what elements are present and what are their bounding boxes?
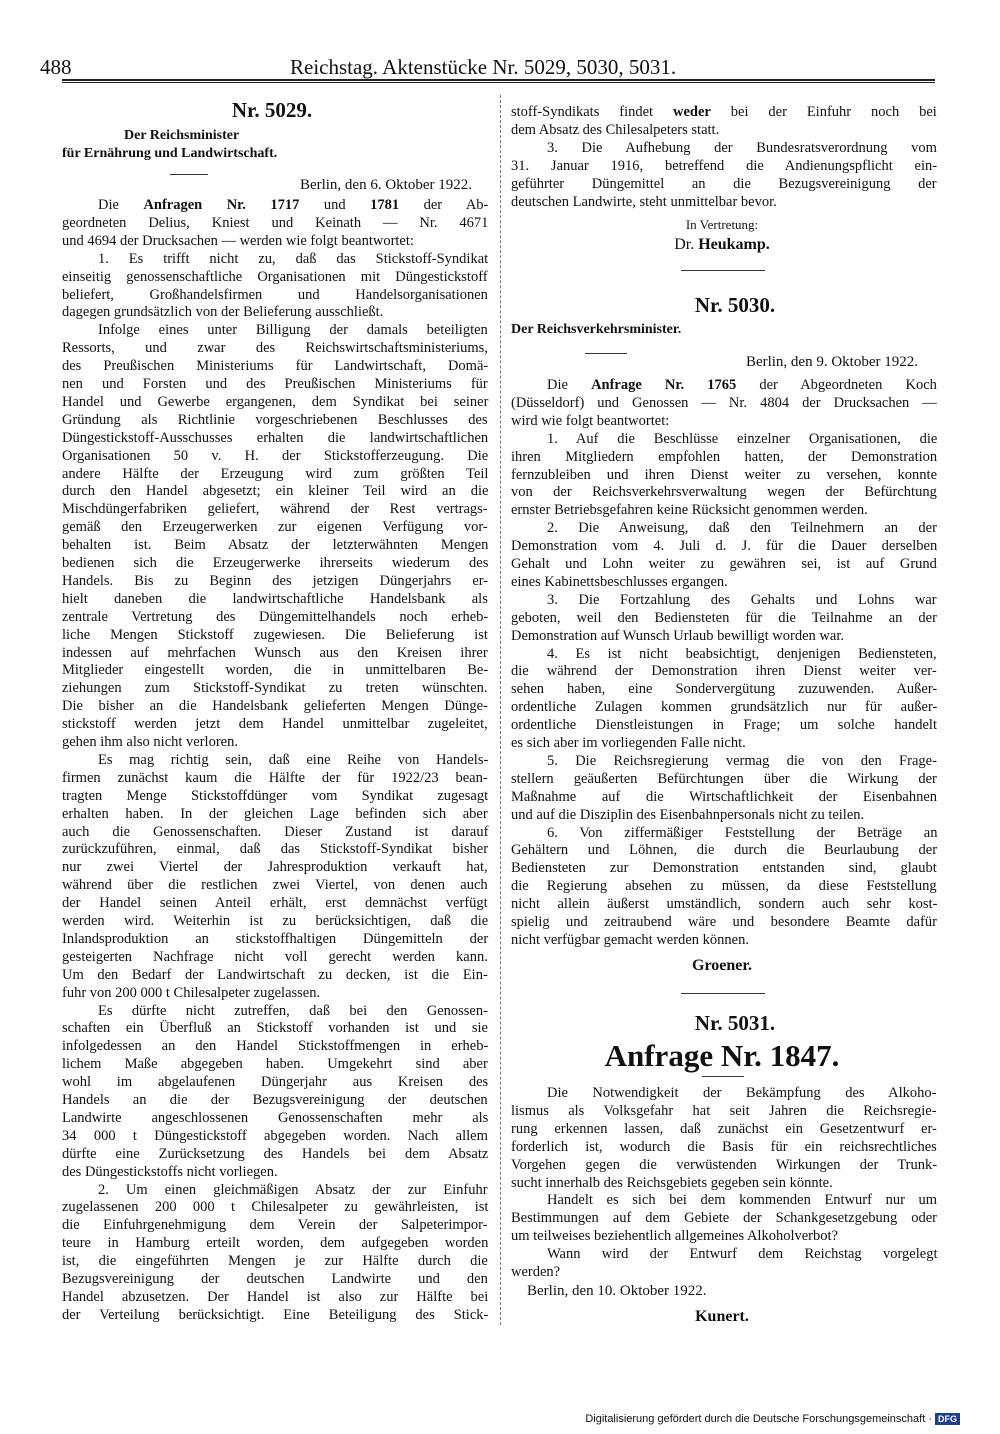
text-line: ordentliche Zulagen kommen grundsätzlich nur für außer-	[511, 699, 938, 716]
text-line: Handel abzusetzen. Der Handel ist also zur Hälfte bei	[62, 1288, 489, 1305]
text-line: Gehältern und Löhnen, die durch die Beurlaubung der	[511, 842, 938, 859]
text-line: deutschen Landwirte, steht unmittelbar bevor.	[511, 193, 777, 210]
text-line: Organisationen 50 v. H. der Stickstofferzeugung. Die	[62, 447, 489, 464]
emphasized-text: 1781	[370, 197, 400, 213]
text-line: beliefert, Großhandelsfirmen und Handelsorganisationen	[62, 286, 488, 303]
text-line: geführter Düngemittel an die Bezugsvereinigung der	[511, 175, 937, 192]
text-segment: bei der Einfuhr noch bei	[710, 104, 937, 120]
text-line: tragten Menge Stickstoffdünger vom Syndikat zugesagt	[62, 787, 489, 804]
text-line: behalten ist. Beim Absatz der letzterwähnten Mengen	[62, 537, 489, 554]
text-line: Landwirte angeschlossenen Genossenschaften mehr als	[62, 1109, 489, 1126]
text-line: wohl im abgelaufenen Düngerjahr aus Kreisen des	[62, 1074, 489, 1091]
text-line: Um den Bedarf der Landwirtschaft zu decken, ist die Ein-	[62, 966, 488, 983]
text-line: des Preußischen Ministeriums für Landwirtschaft, Domä-	[62, 358, 489, 375]
text-line: ist, die eingeführten Mengen je zur Hälfte durch die	[62, 1253, 488, 1270]
document-heading-5029: Nr. 5029.	[231, 98, 313, 122]
text-line: sucht innerhalb des Reichsgebiets gegeben sein könnte.	[511, 1174, 833, 1191]
running-title: Reichstag. Aktenstücke Nr. 5029, 5030, 5031.	[290, 55, 677, 79]
text-line: Handels. Bis zu Beginn des jetzigen Düngerjahrs er-	[62, 572, 489, 589]
text-line: Inlandsproduktion an stickstoffhaltigen Düngemitteln der	[62, 930, 489, 947]
text-line: ernster Betriebsgefahren keine Rücksicht genommen werden.	[511, 502, 868, 519]
date-line: Berlin, den 6. Oktober 1922.	[299, 177, 472, 193]
text-segment: und	[299, 197, 371, 213]
text-line: Maßnahme auf die Wirtschaftlichkeit der Eisenbahnen	[511, 788, 938, 805]
footer-text: Digitalisierung gefördert durch die Deutsche Forschungsgemeinschaft ·	[585, 1413, 932, 1425]
text-line: 2. Um einen gleichmäßigen Absatz der zur Einfuhr	[98, 1181, 488, 1198]
date-line: Berlin, den 10. Oktober 1922.	[527, 1283, 707, 1299]
text-line: und 4694 der Drucksachen — werden wie folgt beantwortet:	[62, 232, 414, 249]
text-line: von der Reichsverkehrsverwaltung wegen der Befürchtung	[511, 484, 937, 501]
text-line: 34 000 t Düngestickstoff abgegeben worden. Nach allem	[62, 1127, 488, 1144]
text-line	[98, 196, 488, 214]
text-line: geboten, weil den Bediensteten für die Teilnahme an der	[511, 609, 937, 626]
inquiry-title: Anfrage Nr. 1847.	[604, 1038, 840, 1073]
text-line: gesteigerten Nachfrage nicht voll gerecht werden kann.	[62, 948, 488, 965]
text-line: um teilweises beziehentlich allgemeines Alkoholverbot?	[511, 1228, 838, 1245]
text-line: gemäß den Erzeugerwerken zur eigenen Verfügung vor-	[62, 519, 488, 536]
text-line: nen und Forsten und des Preußischen Ministeriums für	[62, 376, 488, 392]
text-segment: Die	[98, 197, 144, 213]
date-line: Berlin, den 9. Oktober 1922.	[745, 354, 918, 370]
text-line: Handels an die der Bezugsvereinigung der deutschen	[62, 1092, 488, 1108]
text-line: Es mag richtig sein, daß eine Reihe von Handels-	[98, 751, 489, 768]
text-line: Gründung als Richtlinie vorgeschriebenen Beschlusses des	[62, 411, 488, 428]
signature-prefix: In Vertretung:	[685, 217, 759, 232]
signature-5031: Kunert.	[695, 1308, 749, 1325]
sender-line-1: Der Reichsminister	[124, 128, 240, 143]
text-line: rung erkennen lassen, daß zunächst ein Gesetzentwurf er-	[511, 1120, 937, 1137]
text-line: infolgedessen an den Handel Stickstoffmengen in erheb-	[62, 1038, 489, 1055]
text-line: forderlich ist, wodurch die Basis für ein reichsrechtliches	[511, 1138, 937, 1155]
text-line: dem Absatz des Chilesalpeters statt.	[511, 121, 720, 138]
text-line: Es dürfte nicht zutreffen, daß bei den Genossen-	[98, 1002, 488, 1019]
signature-title: Dr.	[674, 236, 695, 253]
text-line: Handelt es sich bei dem kommenden Entwurf nur um	[547, 1192, 938, 1209]
text-line: (Düsseldorf) und Genossen — Nr. 4804 der Drucksachen —	[511, 394, 937, 411]
text-line: Bezugsvereinigung der deutschen Landwirte und den	[62, 1271, 488, 1287]
text-line: zurückzuführen, einmal, daß das Stickstoff-Syndikat bisher	[62, 841, 489, 858]
text-line: die während der Demonstration ihren Dienst weiter ver-	[511, 663, 937, 680]
text-line: Düngestickstoff-Ausschusses erhalten die landwirtschaftlichen	[62, 429, 489, 446]
text-segment: stoff-Syndikats findet	[511, 104, 673, 120]
text-line: zugelassenen 200 000 t Chilesalpeter zu gewährleisten, ist	[62, 1199, 489, 1216]
column-divider	[500, 95, 501, 1325]
text-line: 1. Es trifft nicht zu, daß das Stickstoff-Syndikat	[98, 250, 489, 267]
text-line: durch den Handel abgesetzt; ein kleiner Teil wird an die	[62, 483, 489, 500]
text-line: fuhr von 200 000 t Chilesalpeter zugelassen.	[62, 984, 321, 1001]
text-line: liche Mengen Stickstoff zugewiesen. Die Belieferung ist	[62, 626, 488, 643]
text-line: Demonstration vom 4. Juli d. J. für die Dauer derselben	[511, 538, 938, 555]
signature-name: Heukamp.	[698, 236, 770, 253]
digitization-credit	[585, 1413, 960, 1425]
dfg-logo: DFG	[935, 1413, 960, 1425]
text-line: schaften ein Überfluß an Stickstoff vorhanden ist und sie	[62, 1020, 488, 1037]
text-line: zentrale Vertretung des Düngemittelhandels noch erheb-	[62, 608, 489, 625]
text-line: Handel und Gewerbe ergangenen, dem Syndikat bei seiner	[62, 393, 489, 410]
text-line: firmen zunächst kaum die Hälfte der für 1922/23 bean-	[62, 769, 488, 786]
text-segment: der Abgeordneten Koch	[736, 377, 937, 393]
text-line: Mitglieder eingestellt worden, die in unmittelbaren Be-	[62, 662, 489, 679]
emphasized-text: weder	[673, 104, 711, 120]
text-line: lichem Maße abgegeben haben. Umgekehrt sind aber	[62, 1056, 488, 1073]
text-line: Bediensteten zur Demonstration entstanden sind, glaubt	[511, 860, 937, 877]
text-line	[547, 376, 937, 394]
text-line: bedienen sich die Erzeugerwerke ihrerseits wiederum des	[62, 555, 489, 571]
text-line: die Einfuhrgenehmigung dem Verein der Salpeterimpor-	[62, 1217, 488, 1234]
separator-rule	[702, 1076, 744, 1077]
signature-5029	[674, 236, 770, 254]
text-line: Die bisher an die Handelsbank gelieferten Mengen Dünge-	[62, 698, 488, 715]
text-line: Demonstration auf Wunsch Urlaub bewilligt worden war.	[511, 627, 844, 644]
text-line: Ressorts, und zwar des Reichswirtschaftsministeriums,	[62, 340, 488, 357]
text-line: werden?	[511, 1264, 561, 1280]
text-line: hielt daneben die landwirtschaftliche Handelsbank als	[62, 590, 488, 607]
text-line: auch die Genossenschaften. Dieser Zustand ist darauf	[62, 823, 489, 840]
text-line: Vorgehen gegen die verwüstenden Wirkungen der Trunk-	[511, 1156, 938, 1173]
text-line: lismus als Volksgefahr hat seit Jahren die Reichsregie-	[511, 1102, 937, 1119]
text-line: 4. Es ist nicht beabsichtigt, denjenigen Bediensteten,	[547, 645, 937, 662]
text-line: stickstoff werden jetzt dem Handel unmittelbar zugeleitet,	[62, 716, 488, 733]
text-line: 6. Von ziffermäßiger Feststellung der Beträge an	[547, 824, 938, 841]
text-line: fernzubleiben und ihren Dienst weiter zu versehen, konnte	[511, 466, 938, 483]
text-line: 3. Die Fortzahlung des Gehalts und Lohns war	[547, 591, 937, 608]
text-line: andere Hälfte der Erzeugung wird zum größten Teil	[62, 465, 489, 482]
text-line: eines Kabinettsbeschlusses ergangen.	[511, 573, 728, 590]
text-line: teure in Hamburg erteilt worden, dem aufgegeben worden	[62, 1235, 489, 1252]
text-line: nicht verfügbar gemacht werden können.	[511, 931, 749, 948]
separator-rule	[585, 353, 627, 354]
document-heading-5030: Nr. 5030.	[694, 293, 776, 317]
text-line: dagegen grundsätzlich von der Belieferung ausschließt.	[62, 304, 384, 321]
text-line: geordneten Delius, Kniest und Keinath — Nr. 4671	[62, 214, 489, 231]
sender: Der Reichsverkehrsminister.	[511, 322, 682, 337]
text-line: nur zwei Viertel der Jahresproduktion verkauft hat,	[62, 859, 488, 876]
text-segment: Die	[547, 377, 592, 393]
page-number: 488	[40, 55, 72, 79]
text-line: und auf die Disziplin des Eisenbahnpersonals nicht zu teilen.	[511, 806, 865, 823]
separator-rule	[681, 993, 765, 994]
text-line: Bestimmungen auf dem Gebiete der Schankgesetzgebung oder	[511, 1210, 937, 1227]
text-line: es sich aber im vorliegenden Falle nicht.	[511, 735, 746, 751]
text-line: 3. Die Aufhebung der Bundesratsverordnung vom	[547, 139, 937, 156]
text-line: 1. Auf die Beschlüsse einzelner Organisationen, die	[547, 430, 938, 447]
text-line: Infolge eines unter Billigung der damals beteiligten	[98, 322, 488, 339]
text-line: der Handel seinen Anteil erhält, erst demnächst verfügt	[62, 895, 488, 912]
signature-5030: Groener.	[692, 957, 752, 974]
text-line: des Düngestickstoffs nicht vorliegen.	[62, 1163, 278, 1180]
header-double-rule	[62, 79, 935, 83]
text-line: wird wie folgt beantwortet:	[511, 412, 670, 429]
separator-rule	[170, 174, 208, 175]
text-line: der Verteilung berücksichtigt. Eine Beteiligung des Stick-	[62, 1306, 489, 1323]
text-line: 31. Januar 1916, betreffend die Andienungspflicht ein-	[511, 157, 938, 174]
text-line	[511, 103, 937, 121]
text-line: sehen haben, eine Sondervergütung zuzuwenden. Außer-	[511, 681, 938, 698]
text-line: indessen auf mehrfachen Wunsch aus den Kreisen ihrer	[62, 644, 488, 661]
text-line: Gehalt und Lohn weiter zu gewähren sei, ist auf Grund	[511, 556, 937, 572]
sender-line-2: für Ernährung und Landwirtschaft.	[62, 146, 278, 161]
text-line: werden wird. Weiterhin ist zu berücksichtigen, daß die	[62, 913, 489, 929]
text-line: stellern geäußerten Befürchtungen über die Wirkung der	[511, 770, 937, 787]
text-segment: der Ab-	[399, 197, 489, 213]
text-line: nicht allein äußerst umständlich, sondern auch sehr kost-	[511, 896, 938, 913]
emphasized-text: Anfrage Nr. 1765	[591, 377, 737, 393]
text-line: gehen ihm also nicht verloren.	[62, 734, 238, 750]
text-line: Wann wird der Entwurf dem Reichstag vorgelegt	[547, 1246, 938, 1263]
text-line: dürfte eine Zurücksetzung des Handels bei dem Absatz	[62, 1145, 489, 1162]
text-line: erhalten haben. In der gleichen Lage befinden sich aber	[62, 805, 488, 822]
emphasized-text: Anfragen Nr. 1717	[143, 197, 300, 213]
text-line: Die Notwendigkeit der Bekämpfung des Alkoho-	[547, 1085, 937, 1101]
text-line: ziehungen zum Stickstoff-Syndikat zu treten wünschten.	[62, 680, 488, 697]
text-line: die Regierung absehen zu müssen, da diese Feststellung	[511, 878, 937, 895]
text-line: ihren Mitgliedern empfohlen hatten, der Demonstration	[511, 448, 938, 465]
separator-rule	[681, 270, 765, 271]
text-line: 2. Die Anweisung, daß den Teilnehmern an der	[547, 520, 937, 537]
text-line: Mischdüngerfabriken geliefert, während der Rest vertrags-	[62, 501, 488, 518]
text-line: einseitig genossenschaftliche Organisationen mit Düngestickstoff	[62, 268, 488, 285]
text-line: ordentliche Dienstleistungen in Frage; um solche handelt	[511, 717, 937, 734]
document-heading-5031: Nr. 5031.	[694, 1011, 776, 1035]
text-line: spielig und zeitraubend wäre und besondere Beamte dafür	[511, 914, 937, 930]
text-line: 5. Die Reichsregierung vermag die von den Frage-	[547, 752, 937, 769]
text-line: während über die restlichen zwei Viertel, von denen auch	[62, 877, 488, 894]
